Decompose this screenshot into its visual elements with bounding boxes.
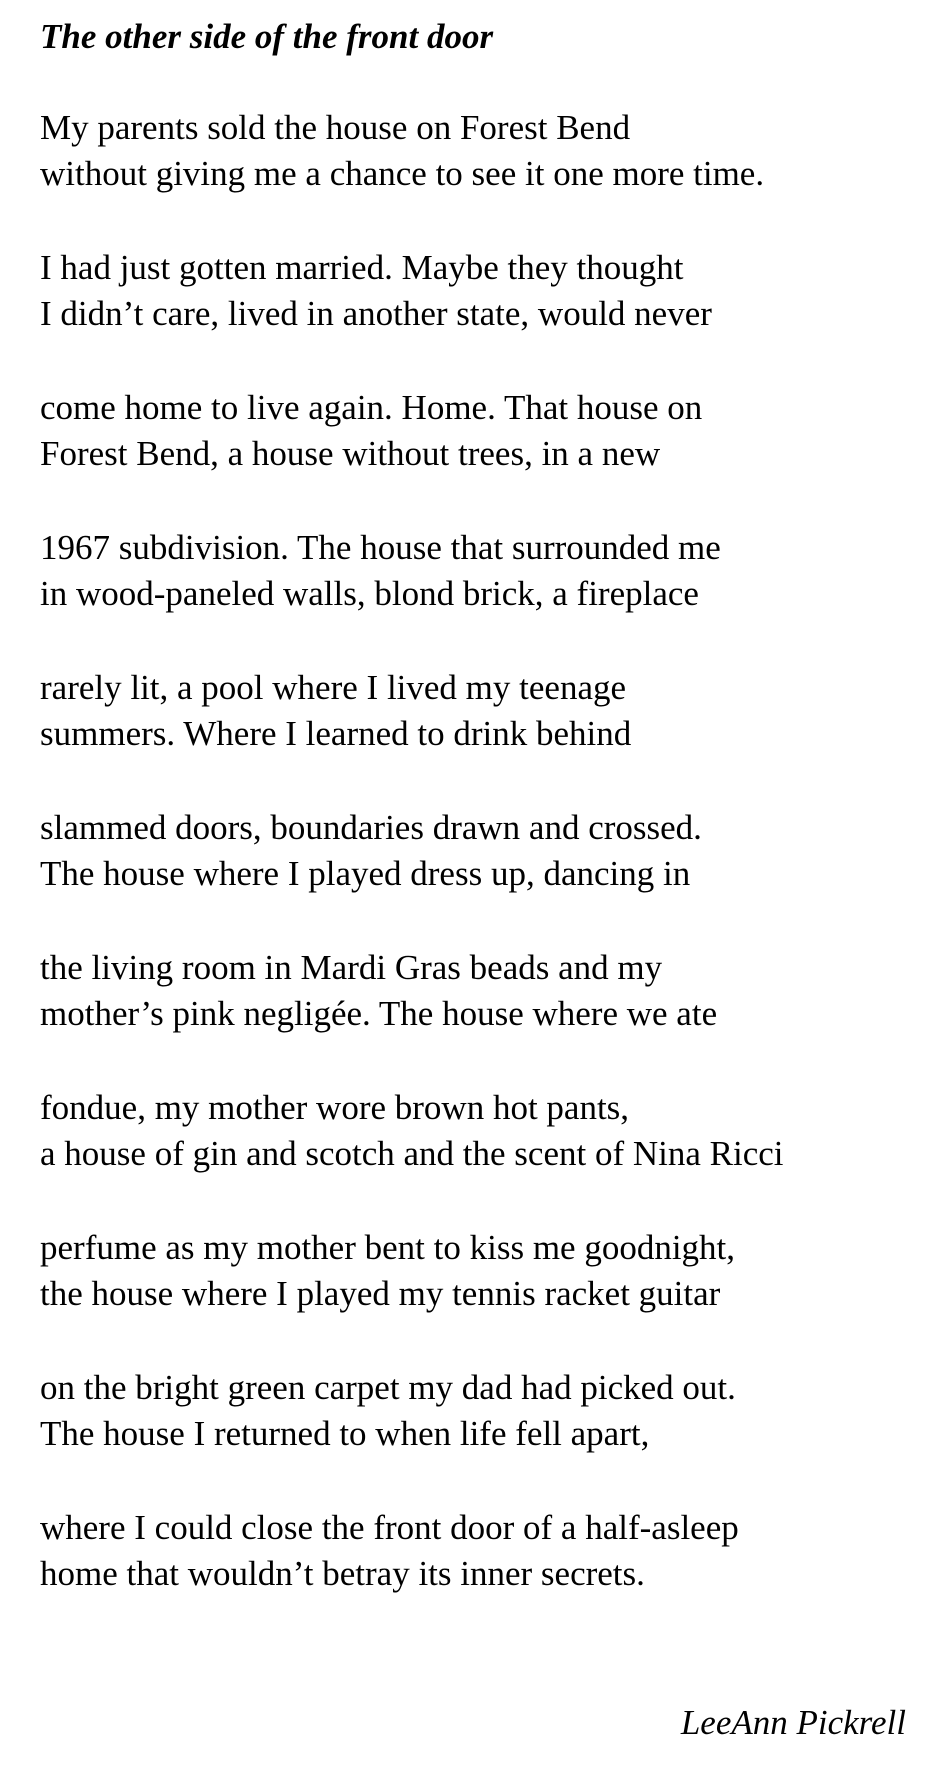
poem-line: perfume as my mother bent to kiss me goodnight, <box>40 1228 736 1267</box>
poem-line: where I could close the front door of a half-asleep <box>40 1508 739 1547</box>
poem-line: come home to live again. Home. That house on <box>40 388 703 427</box>
poem-line: 1967 subdivision. The house that surrounded me <box>40 528 721 567</box>
poem-line: on the bright green carpet my dad had picked out. <box>40 1368 736 1407</box>
poem-title: The other side of the front door <box>40 17 494 56</box>
poem-line: I didn’t care, lived in another state, would never <box>40 294 712 333</box>
poem-line: rarely lit, a pool where I lived my teenage <box>40 668 627 707</box>
poem-line: the living room in Mardi Gras beads and my <box>40 948 663 987</box>
poem-line: the house where I played my tennis racket guitar <box>40 1274 721 1313</box>
stanza-6 <box>40 805 930 897</box>
stanza-1 <box>40 105 930 197</box>
poem-line: My parents sold the house on Forest Bend <box>40 108 631 147</box>
author-signature: LeeAnn Pickrell <box>680 1703 906 1742</box>
stanza-2 <box>40 245 930 337</box>
stanza-11 <box>40 1505 930 1597</box>
stanza-10 <box>40 1365 930 1457</box>
stanza-8 <box>40 1085 930 1177</box>
poem-line: summers. Where I learned to drink behind <box>40 714 632 753</box>
poem-line: The house I returned to when life fell apart, <box>40 1414 650 1453</box>
poem-line: slammed doors, boundaries drawn and crossed. <box>40 808 702 847</box>
poem-line: The house where I played dress up, dancing in <box>40 854 691 893</box>
poem-line: home that wouldn’t betray its inner secrets. <box>40 1554 645 1593</box>
stanza-5 <box>40 665 930 757</box>
poem-line: mother’s pink negligée. The house where we ate <box>40 994 718 1033</box>
poem-body <box>40 105 930 1645</box>
stanza-7 <box>40 945 930 1037</box>
stanza-4 <box>40 525 930 617</box>
stanza-9 <box>40 1225 930 1317</box>
poem-line: Forest Bend, a house without trees, in a new <box>40 434 661 473</box>
stanza-3 <box>40 385 930 477</box>
poem-line: a house of gin and scotch and the scent of Nina Ricci <box>40 1134 784 1173</box>
poem-line: in wood-paneled walls, blond brick, a fireplace <box>40 574 699 613</box>
poem-line: without giving me a chance to see it one more time. <box>40 154 765 193</box>
poem-line: fondue, my mother wore brown hot pants, <box>40 1088 630 1127</box>
poem-line: I had just gotten married. Maybe they thought <box>40 248 684 287</box>
